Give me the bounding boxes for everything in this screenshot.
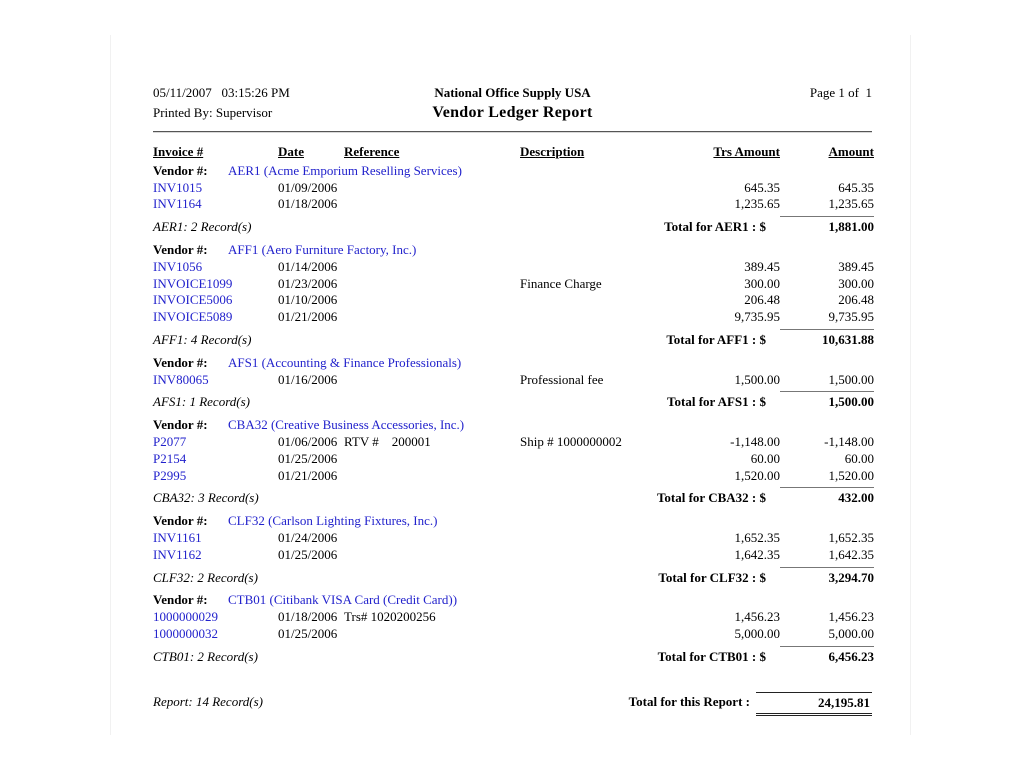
ledger-row: [153, 259, 872, 276]
vendor-rows: [153, 180, 872, 214]
invoice-link[interactable]: INVOICE5006: [153, 292, 233, 308]
amount-cell: 389.45: [838, 258, 874, 274]
date-cell: 01/25/2006: [278, 450, 338, 466]
vendor-total-label: Total for AFF1 : $: [666, 331, 766, 347]
trs-amount-cell: 60.00: [750, 450, 780, 466]
description-cell: [520, 259, 650, 276]
header-divider: [153, 131, 872, 133]
ledger-row: [153, 180, 872, 197]
vendor-number-label: Vendor #:: [153, 354, 208, 370]
trs-amount-cell: 206.48: [744, 292, 780, 308]
amount-cell: 1,500.00: [828, 371, 874, 387]
description-cell: [520, 309, 650, 326]
report-page: [110, 35, 911, 735]
description-cell: [520, 626, 650, 643]
column-header-description: Description: [520, 144, 585, 159]
amount-cell: 206.48: [838, 292, 874, 308]
column-headers: [153, 144, 872, 161]
trs-amount-cell: 645.35: [744, 179, 780, 195]
amount-cell: 60.00: [844, 450, 874, 466]
vendor-group: [153, 592, 872, 665]
description-cell: [520, 180, 650, 197]
vendor-record-count: CTB01: 2 Record(s): [153, 648, 258, 664]
vendor-record-count: CLF32: 2 Record(s): [153, 569, 258, 585]
description-cell: [520, 451, 650, 468]
ledger-row: [153, 609, 872, 626]
vendor-total-row: [153, 328, 872, 349]
description-cell: [520, 468, 650, 485]
report-record-count: Report: 14 Record(s): [153, 693, 263, 709]
vendor-total-label: Total for AFS1 : $: [667, 394, 766, 410]
report-header-row-2: [153, 104, 872, 122]
vendor-group: [153, 242, 872, 349]
vendor-total-amount: 10,631.88: [780, 329, 874, 349]
vendor-number-label: Vendor #:: [153, 241, 208, 257]
report-header-row-1: [153, 85, 872, 101]
amount-cell: 5,000.00: [828, 625, 874, 641]
ledger-row: [153, 547, 872, 564]
ledger-row: [153, 468, 872, 485]
vendor-heading: [153, 163, 872, 180]
vendor-heading: [153, 513, 872, 530]
description-cell: [520, 196, 650, 213]
vendor-total-amount: 1,500.00: [780, 391, 874, 411]
vendor-total-row: [153, 566, 872, 587]
trs-amount-cell: 1,500.00: [734, 371, 780, 387]
amount-cell: 9,735.95: [828, 309, 874, 325]
vendor-rows: [153, 609, 872, 643]
vendor-total-amount: 3,294.70: [780, 567, 874, 587]
invoice-link[interactable]: INV80065: [153, 371, 209, 387]
ledger-row: [153, 292, 872, 309]
vendor-link[interactable]: CBA32 (Creative Business Accessories, Inc.): [228, 417, 465, 433]
date-cell: 01/14/2006: [278, 258, 338, 274]
vendor-total-label: Total for CTB01 : $: [657, 648, 766, 664]
vendor-link[interactable]: AER1 (Acme Emporium Reselling Services): [228, 162, 462, 178]
amount-cell: 1,456.23: [828, 609, 874, 625]
ledger-row: [153, 276, 872, 293]
column-header-amount: Amount: [828, 144, 874, 159]
vendor-total-amount: 1,881.00: [780, 216, 874, 236]
vendor-total-label: Total for CBA32 : $: [656, 490, 766, 506]
invoice-link[interactable]: INV1162: [153, 546, 202, 562]
trs-amount-cell: 9,735.95: [734, 309, 780, 325]
description-cell: [520, 547, 650, 564]
reference-cell: RTV # 200001: [344, 433, 431, 449]
description-cell: [520, 609, 650, 626]
date-cell: 01/24/2006: [278, 529, 338, 545]
vendor-rows: [153, 372, 872, 389]
amount-cell: 1,520.00: [828, 467, 874, 483]
date-cell: 01/25/2006: [278, 546, 338, 562]
vendor-heading: [153, 592, 872, 609]
vendor-group: [153, 355, 872, 411]
reference-cell: [344, 626, 520, 643]
trs-amount-cell: -1,148.00: [730, 433, 780, 449]
reference-cell: [344, 259, 520, 276]
date-cell: 01/21/2006: [278, 467, 338, 483]
report-total-amount: 24,195.81: [756, 692, 872, 716]
reference-cell: [344, 196, 520, 213]
ledger-row: [153, 434, 872, 451]
reference-cell: [344, 309, 520, 326]
amount-cell: 300.00: [838, 275, 874, 291]
ledger-row: [153, 196, 872, 213]
reference-cell: [344, 372, 520, 389]
reference-cell: Trs# 1020200256: [344, 609, 436, 625]
invoice-link[interactable]: P2154: [153, 450, 187, 466]
date-cell: 01/06/2006: [278, 433, 338, 449]
description-cell: Professional fee: [520, 371, 604, 387]
vendor-number-label: Vendor #:: [153, 592, 208, 608]
vendor-total-label: Total for CLF32 : $: [658, 569, 766, 585]
vendor-link[interactable]: CLF32 (Carlson Lighting Fixtures, Inc.): [228, 513, 438, 529]
vendor-group: [153, 163, 872, 236]
amount-cell: 1,235.65: [828, 196, 874, 212]
amount-cell: -1,148.00: [824, 433, 874, 449]
trs-amount-cell: 300.00: [744, 275, 780, 291]
vendor-heading: [153, 242, 872, 259]
invoice-link[interactable]: INVOICE5089: [153, 309, 233, 325]
column-header-reference: Reference: [344, 144, 400, 159]
ledger-row: [153, 530, 872, 547]
description-cell: Finance Charge: [520, 275, 602, 291]
vendor-total-row: [153, 390, 872, 411]
vendor-record-count: AER1: 2 Record(s): [153, 219, 252, 235]
date-cell: 01/18/2006: [278, 609, 338, 625]
date-cell: 01/16/2006: [278, 371, 338, 387]
vendor-rows: [153, 259, 872, 326]
invoice-link[interactable]: 1000000032: [153, 625, 218, 641]
vendor-total-row: [153, 215, 872, 236]
trs-amount-cell: 1,235.65: [734, 196, 780, 212]
reference-cell: [344, 180, 520, 197]
trs-amount-cell: 1,642.35: [734, 546, 780, 562]
vendor-total-amount: 432.00: [780, 487, 874, 507]
vendor-link[interactable]: CTB01 (Citibank VISA Card (Credit Card)): [228, 592, 458, 608]
invoice-link[interactable]: P2077: [153, 433, 187, 449]
report-title: Vendor Ledger Report: [432, 104, 593, 121]
trs-amount-cell: 5,000.00: [734, 625, 780, 641]
date-cell: 01/23/2006: [278, 275, 338, 291]
reference-cell: [344, 451, 520, 468]
trs-amount-cell: 1,456.23: [734, 609, 780, 625]
description-cell: Ship # 1000000002: [520, 433, 622, 449]
vendor-total-row: [153, 486, 872, 507]
invoice-link[interactable]: INVOICE1099: [153, 275, 233, 291]
invoice-link[interactable]: P2995: [153, 467, 187, 483]
ledger-row: [153, 451, 872, 468]
vendor-record-count: AFS1: 1 Record(s): [153, 394, 250, 410]
vendor-record-count: AFF1: 4 Record(s): [153, 331, 252, 347]
printed-by: Printed By: Supervisor: [153, 105, 273, 120]
report-total-label: Total for this Report :: [628, 693, 750, 709]
invoice-link[interactable]: 1000000029: [153, 609, 218, 625]
ledger-row: [153, 626, 872, 643]
trs-amount-cell: 1,520.00: [734, 467, 780, 483]
report-body: [153, 163, 872, 666]
date-cell: 01/10/2006: [278, 292, 338, 308]
vendor-link[interactable]: AFS1 (Accounting & Finance Professionals): [228, 354, 462, 370]
amount-cell: 1,642.35: [828, 546, 874, 562]
reference-cell: [344, 530, 520, 547]
vendor-group: [153, 513, 872, 586]
date-cell: 01/21/2006: [278, 309, 338, 325]
amount-cell: 1,652.35: [828, 529, 874, 545]
reference-cell: [344, 468, 520, 485]
description-cell: [520, 292, 650, 309]
report-datetime: 05/11/2007 03:15:26 PM: [153, 85, 290, 100]
vendor-total-amount: 6,456.23: [780, 646, 874, 666]
invoice-link[interactable]: INV1164: [153, 196, 202, 212]
vendor-heading: [153, 417, 872, 434]
date-cell: 01/09/2006: [278, 179, 338, 195]
reference-cell: [344, 292, 520, 309]
invoice-link[interactable]: INV1056: [153, 258, 203, 274]
column-header-invoice: Invoice #: [153, 144, 204, 159]
company-name: National Office Supply USA: [434, 85, 591, 100]
report-footer: [153, 692, 872, 716]
vendor-rows: [153, 434, 872, 484]
description-cell: [520, 530, 650, 547]
amount-cell: 645.35: [838, 179, 874, 195]
column-header-trs-amount: Trs Amount: [713, 144, 780, 159]
vendor-number-label: Vendor #:: [153, 417, 208, 433]
vendor-group: [153, 417, 872, 507]
reference-cell: [344, 547, 520, 564]
page-indicator: Page 1 of 1: [809, 85, 873, 100]
vendor-rows: [153, 530, 872, 564]
invoice-link[interactable]: INV1161: [153, 529, 202, 545]
reference-cell: [344, 276, 520, 293]
vendor-heading: [153, 355, 872, 372]
vendor-number-label: Vendor #:: [153, 162, 208, 178]
trs-amount-cell: 1,652.35: [734, 529, 780, 545]
column-header-date: Date: [278, 144, 304, 159]
invoice-link[interactable]: INV1015: [153, 179, 203, 195]
ledger-row: [153, 309, 872, 326]
vendor-record-count: CBA32: 3 Record(s): [153, 490, 259, 506]
vendor-total-row: [153, 645, 872, 666]
vendor-number-label: Vendor #:: [153, 513, 208, 529]
date-cell: 01/25/2006: [278, 625, 338, 641]
ledger-row: [153, 372, 872, 389]
vendor-link[interactable]: AFF1 (Aero Furniture Factory, Inc.): [228, 241, 417, 257]
trs-amount-cell: 389.45: [744, 258, 780, 274]
date-cell: 01/18/2006: [278, 196, 338, 212]
vendor-total-label: Total for AER1 : $: [664, 219, 766, 235]
